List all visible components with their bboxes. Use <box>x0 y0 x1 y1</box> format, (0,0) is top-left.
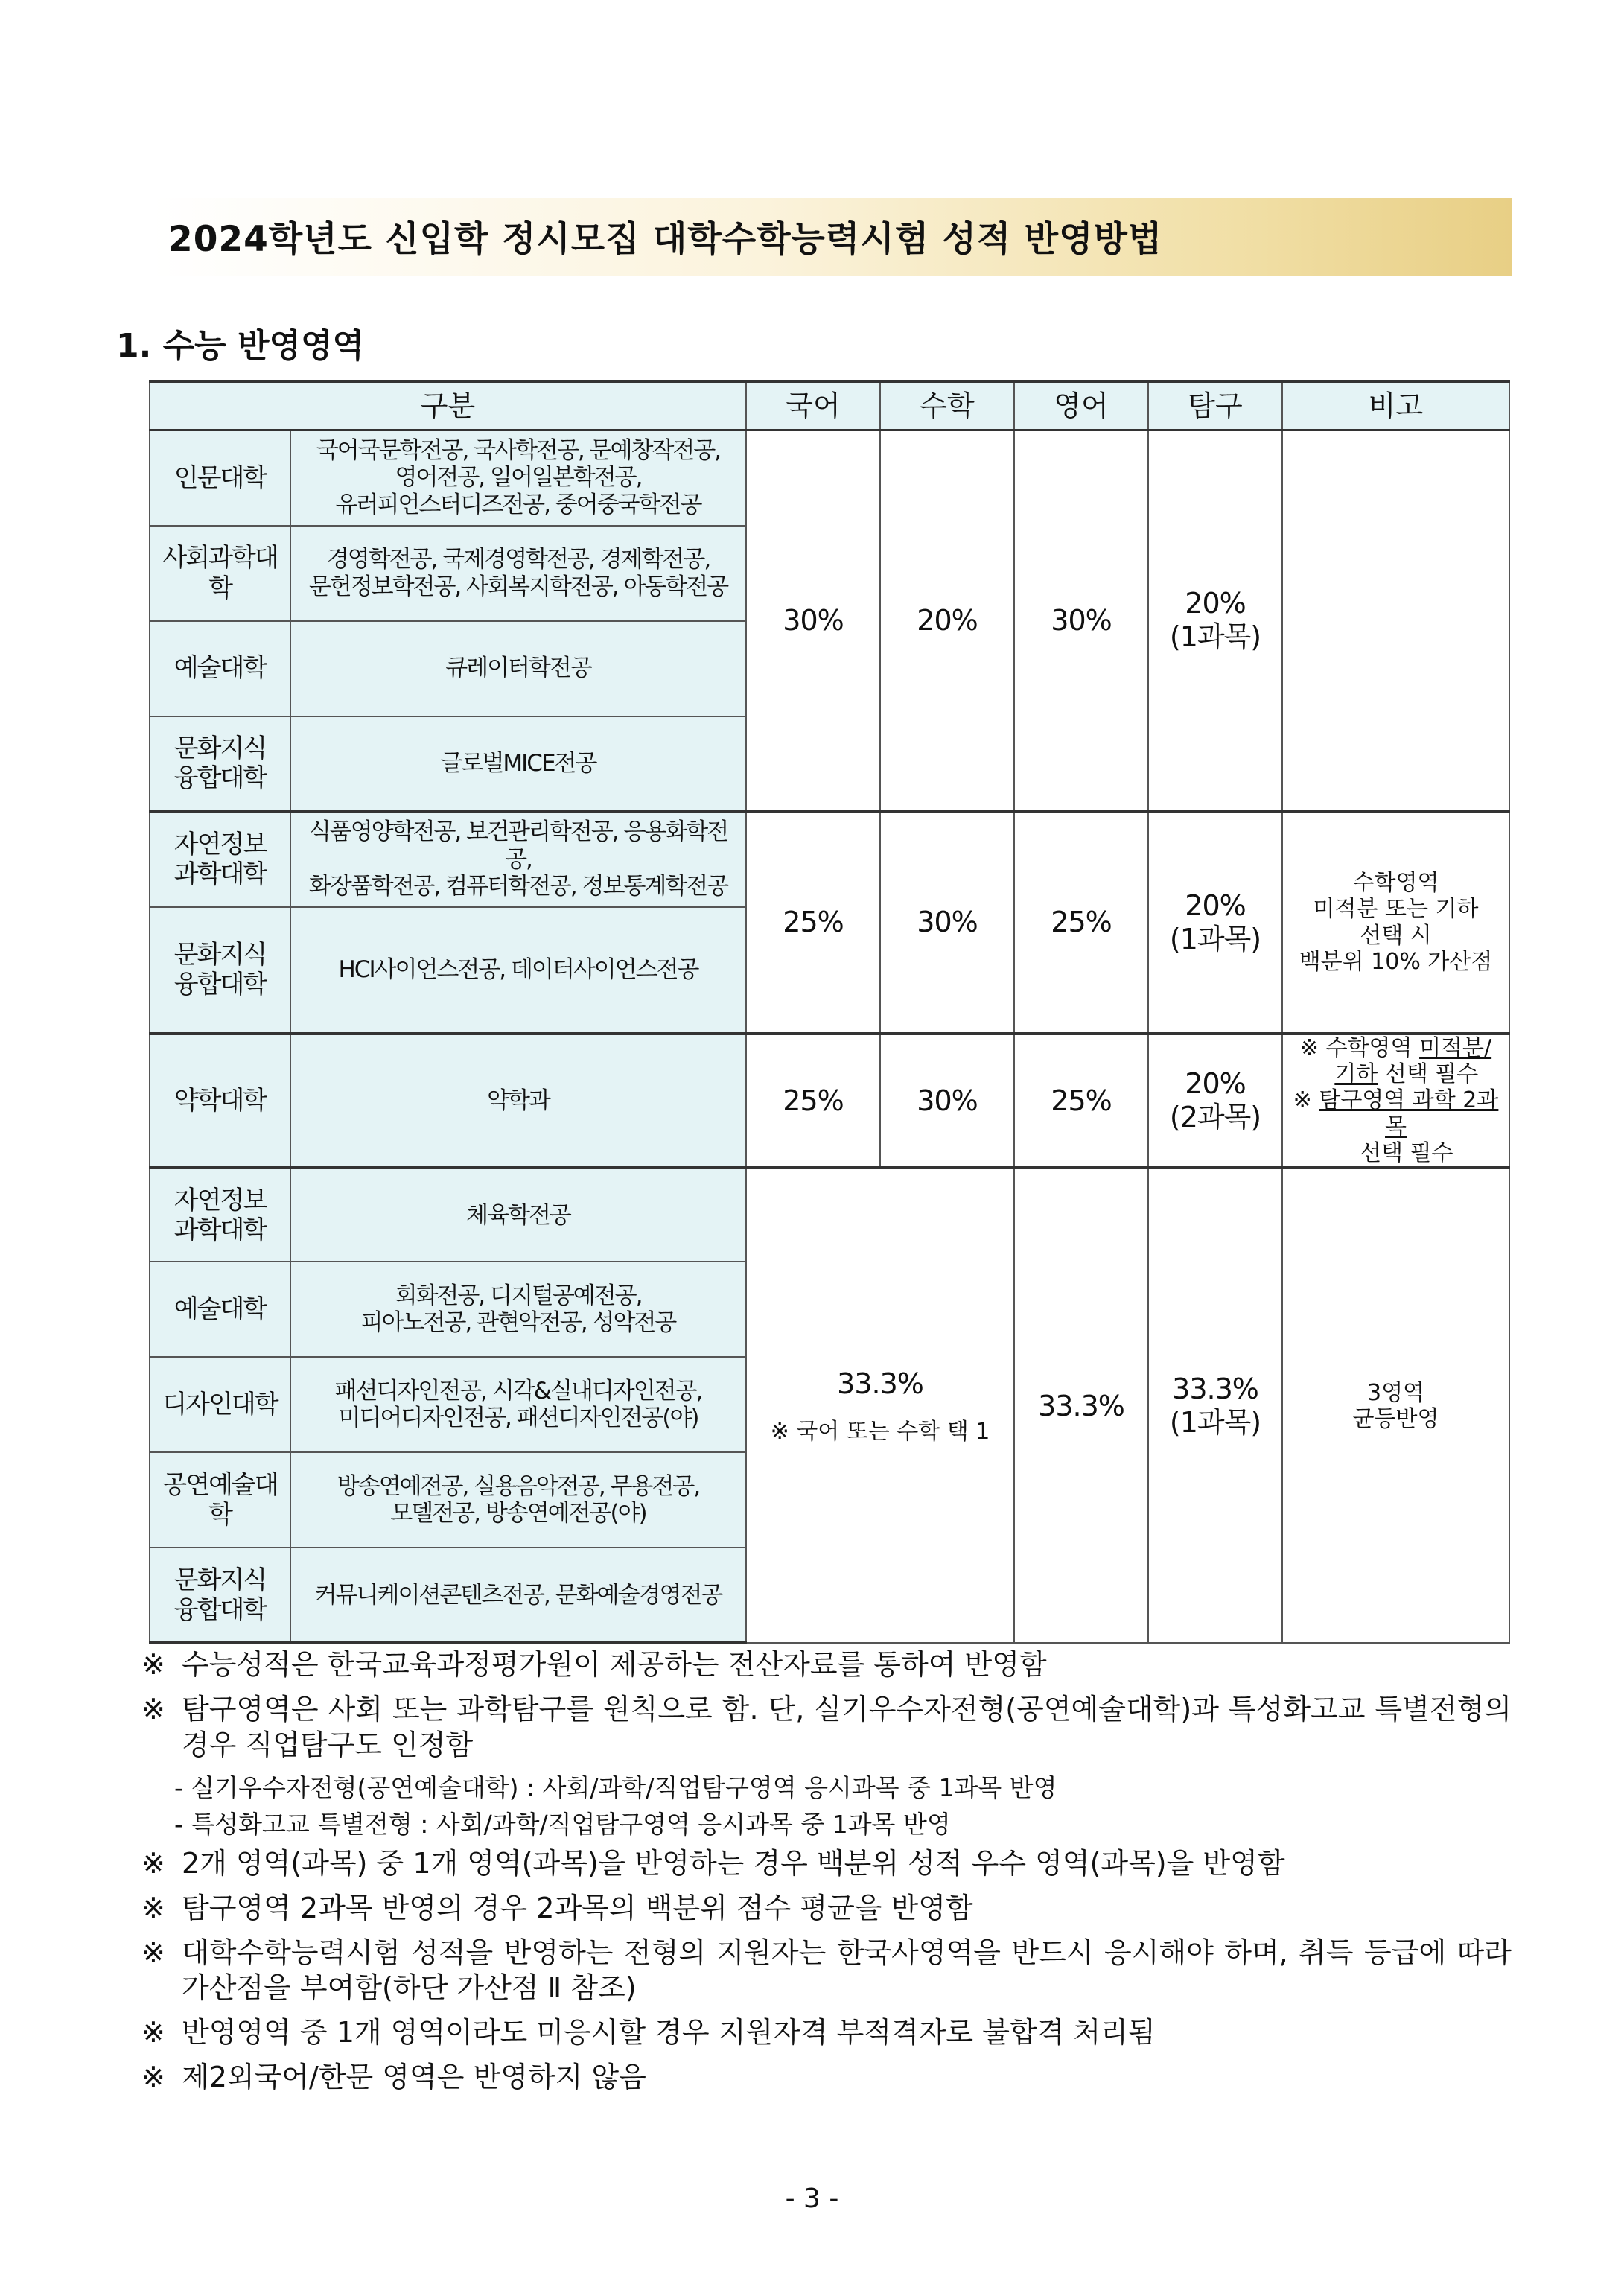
note-item: ※ 반영영역 중 1개 영역이라도 미응시할 경우 지원자격 부적격자로 불합격 처리됨 <box>141 2016 1156 2049</box>
remarks-cell: ※ 수학영역 미적분/ 기하 선택 필수 ※ 탐구영역 과학 2과목 선택 필수 <box>1282 1034 1509 1168</box>
note-subitem: - 특성화고교 특별전형 : 사회/과학/직업탐구영역 응시과목 중 1과목 반영 <box>174 1810 951 1839</box>
majors-cell: 글로벌MICE전공 <box>290 716 746 812</box>
remarks-cell: 3영역 균등반영 <box>1282 1168 1509 1643</box>
college-cell: 자연정보 과학대학 <box>150 1168 290 1262</box>
majors-cell: 회화전공, 디지털공예전공, 피아노전공, 관현악전공, 성악전공 <box>290 1262 746 1357</box>
remarks-cell: 수학영역 미적분 또는 기하 선택 시 백분위 10% 가산점 <box>1282 812 1509 1034</box>
college-cell: 문화지식 융합대학 <box>150 907 290 1034</box>
college-cell: 문화지식 융합대학 <box>150 716 290 812</box>
english-value: 25% <box>1014 1034 1148 1168</box>
note-item: ※ 탐구영역 2과목 반영의 경우 2과목의 백분위 점수 평균을 반영함 <box>141 1891 973 1924</box>
header-category: 구분 <box>150 381 746 430</box>
note-subitem: - 실기우수자전형(공연예술대학) : 사회/과학/직업탐구영역 응시과목 중 1과목 반영 <box>174 1772 1057 1802</box>
header-inquiry: 탐구 <box>1148 381 1282 430</box>
note-item: ※ 대학수학능력시험 성적을 반영하는 전형의 지원자는 한국사영역을 반드시 응시해야 하며, 취득 등급에 따라 가산점을 부여함(하단 가산점 Ⅱ 참조) <box>141 1936 1512 2005</box>
majors-cell: HCI사이언스전공, 데이터사이언스전공 <box>290 907 746 1034</box>
majors-cell: 패션디자인전공, 시각&실내디자인전공, 미디어디자인전공, 패션디자인전공(야) <box>290 1357 746 1452</box>
college-cell: 예술대학 <box>150 621 290 716</box>
section-heading: 1. 수능 반영영역 <box>116 327 364 365</box>
header-korean: 국어 <box>746 381 880 430</box>
score-table <box>149 380 1510 1644</box>
note-item: ※ 수능성적은 한국교육과정평가원이 제공하는 전산자료를 통하여 반영함 <box>141 1648 1047 1681</box>
inquiry-value: 20% (1과목) <box>1148 812 1282 1034</box>
inquiry-value: 20% (2과목) <box>1148 1034 1282 1168</box>
math-value: 30% <box>880 812 1014 1034</box>
header-english: 영어 <box>1014 381 1148 430</box>
college-cell: 공연예술대학 <box>150 1452 290 1548</box>
page-title: 2024학년도 신입학 정시모집 대학수학능력시험 성적 반영방법 <box>168 219 1163 260</box>
majors-cell: 식품영양학전공, 보건관리학전공, 응용화학전공, 화장품학전공, 컴퓨터학전공, 정보통계학전공 <box>290 812 746 907</box>
header-math: 수학 <box>880 381 1014 430</box>
note-item: ※ 제2외국어/한문 영역은 반영하지 않음 <box>141 2061 646 2094</box>
notes-list <box>141 1647 1512 2105</box>
majors-cell: 경영학전공, 국제경영학전공, 경제학전공, 문헌정보학전공, 사회복지학전공, 아동학전공 <box>290 526 746 621</box>
table-row <box>150 1034 1509 1168</box>
majors-cell: 방송연예전공, 실용음악전공, 무용전공, 모델전공, 방송연예전공(야) <box>290 1452 746 1548</box>
majors-cell: 약학과 <box>290 1034 746 1168</box>
table-row <box>150 1168 1509 1262</box>
majors-cell: 커뮤니케이션콘텐츠전공, 문화예술경영전공 <box>290 1548 746 1643</box>
college-cell: 디자인대학 <box>150 1357 290 1452</box>
majors-cell: 큐레이터학전공 <box>290 621 746 716</box>
english-value: 30% <box>1014 430 1148 812</box>
note-item: ※ 2개 영역(과목) 중 1개 영역(과목)을 반영하는 경우 백분위 성적 우수 영역(과목)을 반영함 <box>141 1846 1285 1880</box>
table-row <box>150 812 1509 907</box>
title-bar <box>152 198 1512 276</box>
college-cell: 사회과학대학 <box>150 526 290 621</box>
math-value: 30% <box>880 1034 1014 1168</box>
table-header-row <box>150 381 1509 430</box>
inquiry-value: 20% (1과목) <box>1148 430 1282 812</box>
remarks-cell <box>1282 430 1509 812</box>
college-cell: 문화지식 융합대학 <box>150 1548 290 1643</box>
math-value: 20% <box>880 430 1014 812</box>
korean-value: 30% <box>746 430 880 812</box>
korean-value: 25% <box>746 812 880 1034</box>
inquiry-value: 33.3% (1과목) <box>1148 1168 1282 1643</box>
english-value: 25% <box>1014 812 1148 1034</box>
english-value: 33.3% <box>1014 1168 1148 1643</box>
header-remarks: 비고 <box>1282 381 1509 430</box>
page-number: - 3 - <box>785 2184 839 2214</box>
korean-math-value: 33.3% ※ 국어 또는 수학 택 1 <box>746 1168 1014 1643</box>
majors-cell: 체육학전공 <box>290 1168 746 1262</box>
majors-cell: 국어국문학전공, 국사학전공, 문예창작전공, 영어전공, 일어일본학전공, 유러피언스터디즈전공, 중어중국학전공 <box>290 430 746 526</box>
college-cell: 인문대학 <box>150 430 290 526</box>
college-cell: 약학대학 <box>150 1034 290 1168</box>
college-cell: 자연정보 과학대학 <box>150 812 290 907</box>
table-row <box>150 430 1509 526</box>
korean-value: 25% <box>746 1034 880 1168</box>
note-item: ※ 탐구영역은 사회 또는 과학탐구를 원칙으로 함. 단, 실기우수자전형(공연예술대학)과 특성화고교 특별전형의 경우 직업탐구도 인정함 <box>141 1692 1512 1761</box>
college-cell: 예술대학 <box>150 1262 290 1357</box>
